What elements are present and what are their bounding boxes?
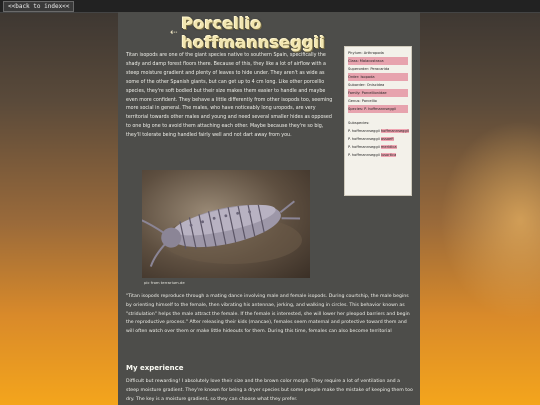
photo-credit: pic from terrarium.de [144,280,185,285]
subspecies-row [348,135,408,143]
experience-paragraph: Difficult but rewarding! I absolutely love their size and the brown color morph. They require a lot of ventilation and a steep moisture gradient. They're known for being a dryer species but some people make the mistake of keeping them too dry. The key is a moisture gradient, so they can choose what they prefer. [126,379,413,402]
subspecies-prefix: P. hoffmannseggii [348,145,381,149]
isopod-photo [142,170,310,278]
sunset-glow [440,120,540,320]
taxonomy-row: Order: Isopoda [348,73,408,81]
taxonomy-rows [348,49,408,113]
taxonomy-infobox [344,46,412,196]
subspecies-rows [348,127,408,159]
page-title [170,14,410,52]
subspecies-prefix: P. hoffmannseggii [348,137,381,141]
taxonomy-row: Class: Malacostraca [348,57,408,65]
subspecies-prefix: P. hoffmannseggii [348,153,381,157]
intro-paragraph: Titan isopods are one of the giant species native to southern Spain, specifically the shady and damp forest floors there. Because of this, they like a lot of airflow with a steep moisture gradient and plenty of leaves to hide under. They aren't as wide as some of the other Spanish giants, but can get up to 4 cm long. Like other porcellio species, they're soft bodied but their size makes them easier to handle and maybe even more confident. They behave a little differently from other isopods too, seeming more social in general. The males, who have noticeably long uropods, are very territorial towards other males and young and need several smaller hides as opposed to one big one to avoid them attaching each other. Maybe because they're so big, they'll tolerate being handled fairly well and not dart away from you. [126,53,333,139]
taxonomy-row: Genus: Porcellio [348,99,377,103]
subspecies-name: lusortica [380,153,397,157]
subspecies-name: meridica [380,145,397,149]
taxonomy-row: Suborder: Oniscidea [348,83,385,87]
subspecies-row [348,143,408,151]
subspecies-name: hoffmannseggii [380,129,409,133]
taxonomy-row: Species: P. hoffmannseggii [348,105,408,113]
subspecies-prefix: P. hoffmannseggii [348,129,381,133]
taxonomy-row: Family: Porcellionidae [348,89,408,97]
page-title-text: Porcellio hoffmannseggii [181,14,326,52]
taxonomy-row: Phylum: Arthropoda [348,51,384,55]
experience-heading: My experience [126,364,184,372]
taxonomy-row: Superorder: Peracarida [348,67,390,71]
subspecies-row [348,151,408,159]
subspecies-label: Subspecies: [348,121,370,125]
subspecies-name: assaefi [380,137,394,141]
subspecies-row [348,127,408,135]
isopod-illustration [142,170,310,278]
content-panel [118,12,420,405]
reproduction-paragraph: "Titan isopods reproduce through a mating dance involving male and female isopods. During courtship, the male begins by orienting himself to the female, then vibrating his antennae, jerking, and walking in circles. This behavior known as "stridulation" helps the male attract the female. If the female is interested, she will lower her pleopod barriers and begin the reproductive process." After releasing their kids (mancae), females seem maternal and protective toward them and will often watch over them or make little hideouts for them. During this time, females can also become territorial [126,294,410,335]
arrow-left-icon: ⇠ [170,28,178,38]
back-to-index-button[interactable]: <<back to index<< [3,1,74,12]
